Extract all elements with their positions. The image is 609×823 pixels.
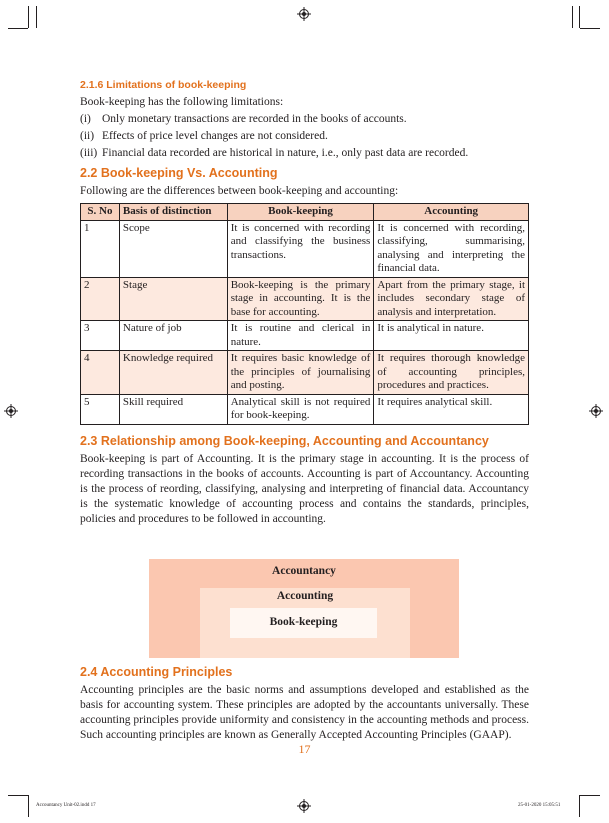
item-number: (ii): [80, 130, 95, 142]
cell-basis: Stage: [119, 277, 227, 321]
diagram-label-bookkeeping: Book-keeping: [269, 616, 338, 628]
cell-sno: 3: [81, 321, 120, 351]
cell-bookkeeping: Book-keeping is the primary stage in accounting. It is the base for accounting.: [227, 277, 374, 321]
diagram-box-bookkeeping: [230, 608, 377, 638]
item-text: Only monetary transactions are recorded in the books of accounts.: [102, 113, 407, 125]
crop-mark: [580, 28, 600, 29]
limitation-item: [80, 145, 529, 162]
crop-mark: [8, 795, 28, 796]
crop-mark: [28, 6, 29, 28]
registration-mark-icon: [591, 406, 601, 416]
page-number: 17: [298, 742, 311, 756]
item-number: (iii): [80, 147, 98, 159]
column-header: Accounting: [374, 204, 529, 221]
crop-mark: [579, 795, 580, 817]
cell-basis: Skill required: [119, 394, 227, 424]
diagram-label-accountancy: Accountancy: [272, 565, 336, 577]
cell-accounting: It requires analytical skill.: [374, 394, 529, 424]
relationship-paragraph: Book-keeping is part of Accounting. It is the primary stage in accounting. It is the process of recording transactions in the books of accounts. Accounting is part of Accountancy. Accounting is the process of reording, classifying, analysing and interpreting of financial data. Accountancy is the systematic knowledge of accounting process and contains the standards, principles, policies and procedures to be followed in accounting.: [80, 452, 529, 525]
item-text: Financial data recorded are historical in nature, i.e., only past data are recorded.: [102, 147, 469, 159]
cell-accounting: It is analytical in nature.: [374, 321, 529, 351]
registration-mark-icon: [299, 9, 309, 19]
cell-basis: Knowledge required: [119, 351, 227, 395]
cell-basis: Nature of job: [119, 321, 227, 351]
table-row: [81, 394, 529, 424]
cell-sno: 2: [81, 277, 120, 321]
page-content: [80, 79, 529, 527]
crop-mark: [28, 795, 29, 817]
section-heading-2-1-6: 2.1.6 Limitations of book-keeping: [80, 79, 247, 91]
section-heading-2-2: 2.2 Book-keeping Vs. Accounting: [80, 166, 278, 180]
crop-mark: [580, 795, 600, 796]
principles-paragraph: Accounting principles are the basic norms and assumptions developed and established as the basis for accounting system. These principles are adopted by the accountants universally. These accounting principles provide uniformity and consistency in the accounting methods and process. Such accounting principles are known as Generally Accepted Accounting Principles (GAAP).: [80, 684, 529, 741]
cell-bookkeeping: It is routine and clerical in nature.: [227, 321, 374, 351]
comparison-table: [80, 203, 529, 425]
cell-sno: 1: [81, 220, 120, 277]
crop-mark: [579, 6, 580, 28]
cell-basis: Scope: [119, 220, 227, 277]
cell-bookkeeping: Analytical skill is not required for book-keeping.: [227, 394, 374, 424]
crop-mark: [8, 28, 28, 29]
crop-mark: [572, 6, 573, 28]
limitations-intro: Book-keeping has the following limitations:: [80, 96, 284, 108]
table-row: [81, 351, 529, 395]
column-header: S. No: [81, 204, 120, 221]
cell-accounting: It is concerned with recording, classifying, summarising, analysing and interpreting the financial data.: [374, 220, 529, 277]
cell-sno: 4: [81, 351, 120, 395]
section-heading-2-4: 2.4 Accounting Principles: [80, 665, 233, 679]
crop-mark: [36, 6, 37, 28]
cell-accounting: Apart from the primary stage, it includes secondary stage of analysis and interpretation.: [374, 277, 529, 321]
registration-mark-icon: [299, 801, 309, 811]
item-number: (i): [80, 113, 91, 125]
cell-bookkeeping: It requires basic knowledge of the principles of journalising and posting.: [227, 351, 374, 395]
footer-timestamp: 25-01-2020 15:05:51: [518, 803, 561, 808]
comparison-intro: Following are the differences between book-keeping and accounting:: [80, 185, 399, 197]
diagram-label-accounting: Accounting: [276, 590, 334, 602]
cell-bookkeeping: It is concerned with recording and classifying the business transactions.: [227, 220, 374, 277]
table-header-row: [81, 204, 529, 221]
column-header: Book-keeping: [227, 204, 374, 221]
relationship-diagram: [149, 559, 459, 658]
limitation-item: [80, 111, 529, 128]
section-heading-2-3: 2.3 Relationship among Book-keeping, Accounting and Accountancy: [80, 433, 489, 448]
table-row: [81, 277, 529, 321]
registration-mark-icon: [6, 406, 16, 416]
item-text: Effects of price level changes are not considered.: [102, 130, 328, 142]
cell-accounting: It requires thorough knowledge of accounting principles, procedures and practices.: [374, 351, 529, 395]
section-2-4: [80, 665, 529, 743]
table-row: [81, 220, 529, 277]
column-header: Basis of distinction: [119, 204, 227, 221]
diagram-box-accounting: [200, 588, 410, 658]
table-row: [81, 321, 529, 351]
cell-sno: 5: [81, 394, 120, 424]
limitation-item: [80, 128, 529, 145]
footer-file-name: Accountancy Unit-02.indd 17: [36, 803, 96, 808]
